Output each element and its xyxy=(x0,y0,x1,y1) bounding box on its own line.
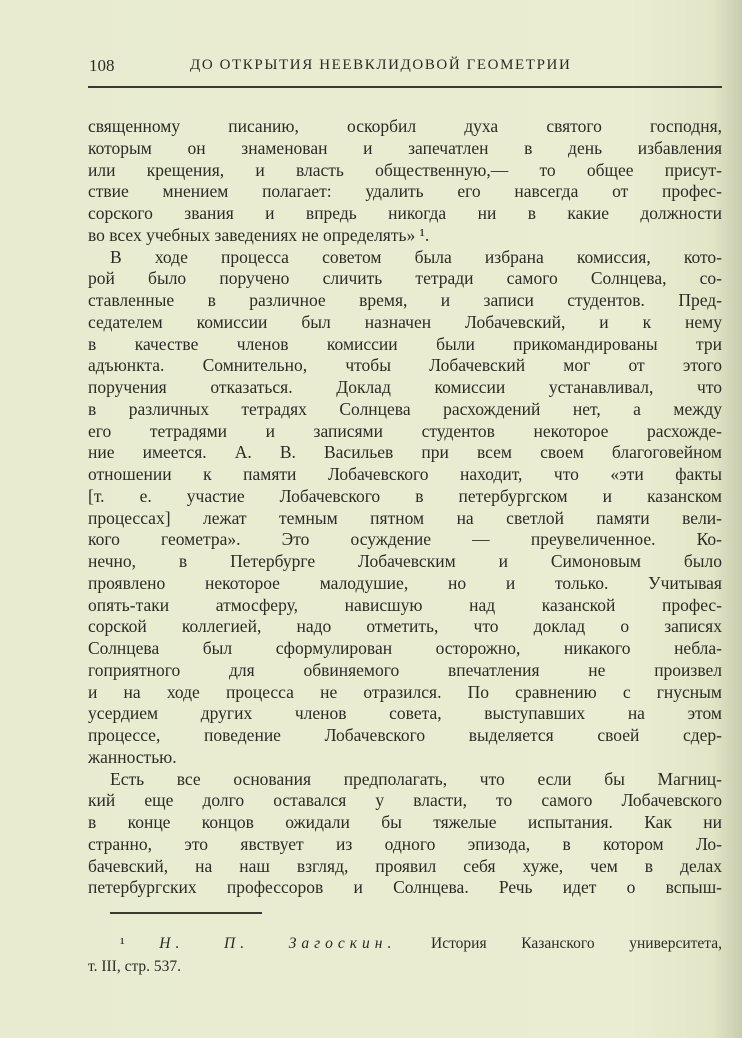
text-line: которым он знаменован и запечатлен в день избавления xyxy=(88,137,722,158)
text-line: кий еще долго оставался у власти, то самого Лобачевского xyxy=(88,790,722,811)
text-line: в различных тетрадях Солнцева расхождений нет, а между xyxy=(88,398,722,419)
text-line: в конце концов ожидали бы тяжелые испытания. Как ни xyxy=(88,812,722,832)
text-line: бачевский, на наш взгляд, проявил себя хуже, чем в делах xyxy=(88,855,722,876)
text-line: кого геометра». Это осуждение — преувеличенное. Ко- xyxy=(88,529,722,550)
text-line: опять-таки атмосферу, нависшую над казанской профес- xyxy=(88,594,722,615)
text-line: ствие мнением полагает: удалить его навсегда от профес- xyxy=(88,181,722,202)
text-line: [т. е. участие Лобачевского в петербургском и казанском xyxy=(88,485,722,506)
text-line: поручения отказаться. Доклад комиссии устанавливал, что xyxy=(88,377,722,397)
footnote-author: Н. П. Загоскин. xyxy=(159,935,397,952)
text-line: ние имеется. А. В. Васильев при всем своем благоговейном xyxy=(88,442,722,463)
text-line: в качестве членов комиссии были прикомандированы три xyxy=(88,333,722,354)
page-number: 108 xyxy=(89,56,115,75)
footnote-line: т. III, стр. 537. xyxy=(88,958,182,975)
text-line: процессах] лежат темным пятном на светлой памяти вели- xyxy=(88,507,722,528)
text-line: странно, это явствует из одного эпизода, в котором Ло- xyxy=(88,833,722,854)
text-line: отношении к памяти Лобачевского находит, что «эти факты xyxy=(88,464,722,484)
running-title: ДО ОТКРЫТИЯ НЕЕВКЛИДОВОЙ ГЕОМЕТРИИ xyxy=(190,57,572,73)
text-line: нечно, в Петербурге Лобачевским и Симоновым было xyxy=(88,551,722,571)
text-line: усердием других членов совета, выступавших на этом xyxy=(88,703,722,724)
text-line: и на ходе процесса не отразился. По сравнению с гнусным xyxy=(88,681,722,702)
text-line: процессе, поведение Лобачевского выделяется своей сдер- xyxy=(88,725,722,745)
text-line: рой было поручено сличить тетради самого Солнцева, со- xyxy=(88,268,722,289)
text-line: священному писанию, оскорбил духа святого господня, xyxy=(88,116,722,136)
text-line: проявлено некоторое малодушие, но и только. Учитывая xyxy=(88,572,722,593)
footnote xyxy=(88,932,722,978)
text-line: или крещения, и власть общественную,— то общее присут- xyxy=(88,159,722,180)
text-line: ставленные в различное время, и записи студентов. Пред- xyxy=(88,290,722,310)
footnote-marker: ¹ xyxy=(120,935,125,952)
footnote-line xyxy=(88,932,722,955)
text-line: Есть все основания предполагать, что если бы Магниц- xyxy=(110,768,722,789)
text-line: жанностью. xyxy=(88,746,177,767)
body-text xyxy=(88,116,722,899)
text-line: гоприятного для обвиняемого впечатления не произвел xyxy=(88,659,722,680)
text-line: его тетрадями и записями студентов некоторое расхожде- xyxy=(88,420,722,441)
text-line: седателем комиссии был назначен Лобачевский, и к нему xyxy=(88,311,722,332)
header-rule xyxy=(88,86,722,88)
text-line: сорской коллегией, надо отметить, что доклад о записях xyxy=(88,616,722,637)
text-line: сорского звания и впредь никогда ни в какие должности xyxy=(88,203,722,223)
footnote-text: История Казанского университета, xyxy=(431,935,722,952)
text-line: во всех учебных заведениях не определять» ¹. xyxy=(88,224,430,245)
text-line: Солнцева был сформулирован осторожно, никакого небла- xyxy=(88,638,722,658)
footnote-rule xyxy=(110,912,262,914)
text-line: В ходе процесса советом была избрана комиссия, кото- xyxy=(110,246,722,267)
text-line: петербургских профессоров и Солнцева. Речь идет о вспыш- xyxy=(88,877,722,898)
text-line: адъюнкта. Сомнительно, чтобы Лобачевский мог от этого xyxy=(88,355,722,376)
